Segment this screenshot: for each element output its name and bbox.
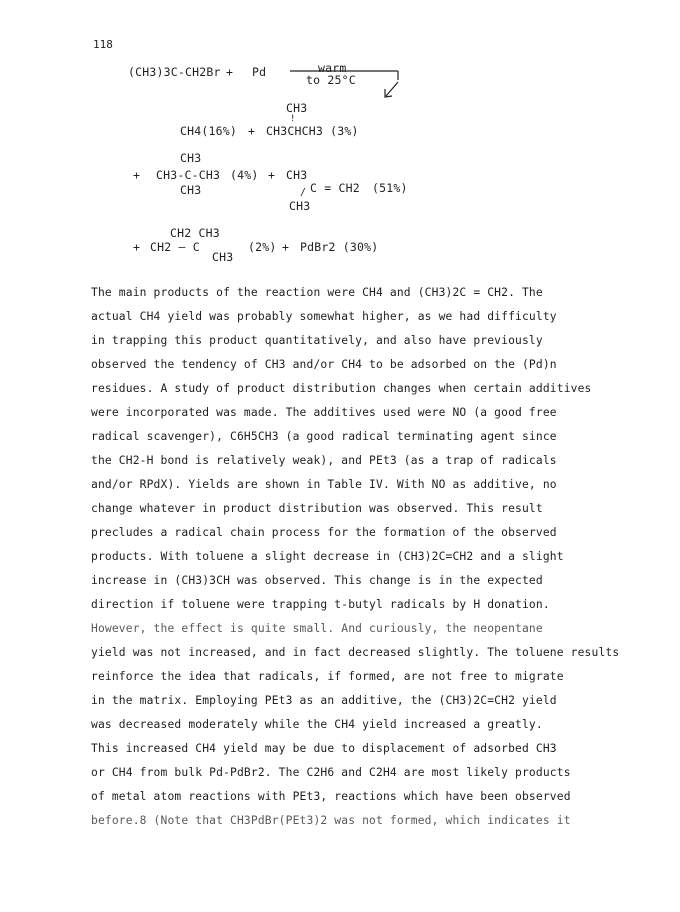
text-line: or CH4 from bulk Pd-PdBr2. The C2H6 and C2H4 are most likely products <box>91 766 571 779</box>
text-line: direction if toluene were trapping t-butyl radicals by H donation. <box>91 598 550 611</box>
isobutylene-double-bond: C = CH2 <box>310 181 360 195</box>
bond-slash: / <box>300 187 307 198</box>
text-line: in trapping this product quantitatively, and also have previously <box>91 334 543 347</box>
cyclopropane-top: CH2 CH3 <box>170 226 220 240</box>
isobutane-methyl: CH3 <box>286 101 308 115</box>
text-line: residues. A study of product distribution changes when certain additives <box>91 382 592 395</box>
isobutylene-yield: (51%) <box>372 181 408 195</box>
text-line: radical scavenger), C6H5CH3 (a good radical terminating agent since <box>91 430 557 443</box>
product-palladium-bromide: PdBr2 (30%) <box>300 240 379 254</box>
text-line: precludes a radical chain process for the formation of the observed <box>91 526 557 539</box>
neopentane-methyl-bottom: CH3 <box>180 183 202 197</box>
reaction-arrow <box>290 68 410 102</box>
text-line: before.8 (Note that CH3PdBr(PEt3)2 was not formed, which indicates it <box>91 814 571 827</box>
product-methylcyclopropane: CH2 — C <box>150 240 200 254</box>
text-line: reinforce the idea that radicals, if formed, are not free to migrate <box>91 670 564 683</box>
text-line: increase in (CH3)3CH was observed. This change is in the expected <box>91 574 543 587</box>
cyclopropane-methyl: CH3 <box>212 250 234 264</box>
condition-warm: warm <box>318 61 347 75</box>
text-line: The main products of the reaction were CH4 and (CH3)2C = CH2. The <box>91 286 543 299</box>
neopentane-yield: (4%) <box>230 168 259 182</box>
text-line: in the matrix. Employing PEt3 as an additive, the (CH3)2C=CH2 yield <box>91 694 557 707</box>
product-isobutane: CH3CHCH3 (3%) <box>266 124 359 138</box>
text-line: actual CH4 yield was probably somewhat higher, as we had difficulty <box>91 310 557 323</box>
reactant-neopentyl-bromide: (CH3)3C-CH2Br <box>128 65 221 79</box>
condition-temperature: to 25°C <box>306 73 356 87</box>
product-neopentane: CH3-C-CH3 <box>156 168 221 182</box>
text-line: were incorporated was made. The additives used were NO (a good free <box>91 406 557 419</box>
text-line: This increased CH4 yield may be due to displacement of adsorbed CH3 <box>91 742 557 755</box>
isobutylene-methyl-bottom: CH3 <box>289 199 311 213</box>
text-line: observed the tendency of CH3 and/or CH4 to be adsorbed on the (Pd)n <box>91 358 557 371</box>
isobutylene-methyl-top: CH3 <box>286 168 308 182</box>
plus-sign: + <box>133 168 141 182</box>
product-methane: CH4(16%) <box>180 124 237 138</box>
text-line: products. With toluene a slight decrease in (CH3)2C=CH2 and a slight <box>91 550 564 563</box>
methylcyclopropane-yield: (2%) <box>248 240 277 254</box>
plus-sign: + <box>268 168 276 182</box>
neopentane-methyl-top: CH3 <box>180 151 202 165</box>
text-line: and/or RPdX). Yields are shown in Table IV. With NO as additive, no <box>91 478 557 491</box>
text-line: yield was not increased, and in fact decreased slightly. The toluene results <box>91 646 620 659</box>
text-line: change whatever in product distribution was observed. This result <box>91 502 543 515</box>
text-line: was decreased moderately while the CH4 yield increased a greatly. <box>91 718 543 731</box>
text-line: of metal atom reactions with PEt3, reactions which have been observed <box>91 790 571 803</box>
page-number: 118 <box>93 38 113 51</box>
plus-sign: + <box>248 124 256 138</box>
plus-sign: + <box>282 240 290 254</box>
bond-tick: ! <box>290 114 296 124</box>
reactant-palladium: Pd <box>252 65 267 79</box>
plus-sign: + <box>226 65 234 79</box>
plus-sign: + <box>133 240 141 254</box>
text-line: However, the effect is quite small. And curiously, the neopentane <box>91 622 543 635</box>
text-line: the CH2-H bond is relatively weak), and PEt3 (as a trap of radicals <box>91 454 557 467</box>
